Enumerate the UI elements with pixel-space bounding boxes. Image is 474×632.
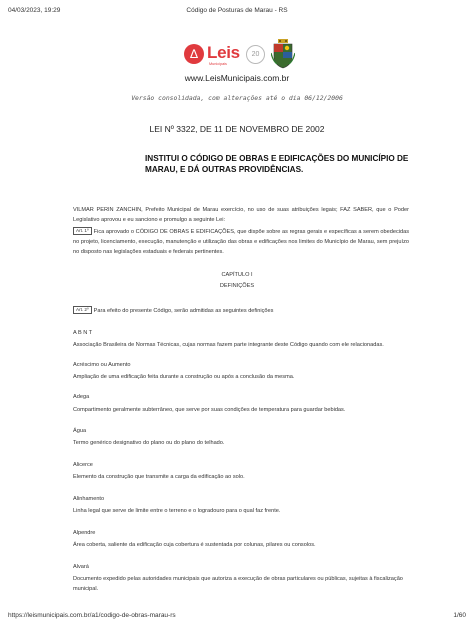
article-2-text: Para efeito do presente Código, serão admitidas as seguintes definições [93, 308, 274, 314]
page-counter: 1/60 [453, 612, 466, 619]
definition-term: Alvará [73, 564, 89, 570]
definition-text: Termo genérico designativo do plano ou do plano do telhado. [73, 440, 225, 446]
definition-text: Área coberta, saliente da edificação cuja cobertura é sustentada por colunas, pilares ou consolos. [73, 542, 316, 548]
definition-text: Linha legal que serve de limite entre o terreno e o logradouro para o qual faz frente. [73, 508, 281, 514]
chapter-name: DEFINIÇÕES [219, 283, 255, 289]
leis-logo-icon: ∆ [184, 44, 204, 64]
definition-term: Acréscimo ou Aumento [73, 362, 131, 368]
definition-text: Documento expedido pelas autoridades municipais que autoriza a execução de obras particulares ou públicas, sujeitas à fiscalização municipal. [73, 576, 403, 592]
definition-term: Alpendre [73, 530, 96, 536]
definition-text: Ampliação de uma edificação feita durante a construção ou após a conclusão da mesma. [73, 374, 295, 380]
consolidation-note: Versão consolidada, com alterações até o dia 06/12/2006 [131, 94, 343, 102]
article-1-link[interactable]: Art. 1º [73, 227, 92, 235]
definition-text: Compartimento geralmente subterrâneo, que serve por suas condições de temperatura para guardar bebidas. [73, 407, 346, 413]
article-2-link[interactable]: Art. 2º [73, 306, 92, 314]
print-page-title: Código de Posturas de Marau - RS [186, 7, 288, 14]
article-2 [73, 306, 409, 316]
article-1 [73, 227, 409, 257]
print-datetime: 04/03/2023, 19:29 [8, 7, 61, 14]
site-url: www.LeisMunicipais.com.br [184, 73, 290, 83]
definition-term: Água [73, 428, 87, 434]
definition-term: Adega [73, 394, 90, 400]
article-1-text: Fica aprovado o CÓDIGO DE OBRAS E EDIFICAÇÕES, que dispõe sobre as regras gerais e específicas a serem obedecidas no projeto, licenciamento, execução, manutenção e utilização das obras e edificações nos limites do Município de Marau, sem prejuízo no disposto nas legislações estaduais e federais pertinentes. [73, 229, 409, 255]
chapter-number: CAPÍTULO I [221, 272, 253, 278]
anniversary-badge: 20 [246, 45, 265, 64]
leis-logo-text: Leis [207, 43, 240, 62]
definition-term: Alicerce [73, 462, 93, 468]
definition-term: Alinhamento [73, 496, 105, 502]
municipal-crest-icon [271, 39, 295, 69]
definition-text: Elemento da construção que transmite a carga da edificação ao solo. [73, 474, 245, 480]
leis-logo-subtitle: Municipais [209, 62, 227, 66]
law-title: LEI Nº 3322, DE 11 DE NOVEMBRO DE 2002 [149, 124, 325, 134]
footer-url[interactable]: https://leismunicipais.com.br/a1/codigo-de-obras-marau-rs [8, 612, 176, 619]
preamble: VILMAR PERIN ZANCHIN, Prefeito Municipal de Marau exercício, no uso de suas atribuições legais; FAZ SABER, que o Poder Legislativo aprovou e eu sanciono e promulgo a seguinte Lei: [73, 207, 409, 223]
law-ementa: INSTITUI O CÓDIGO DE OBRAS E EDIFICAÇÕES DO MUNICÍPIO DE MARAU, E DÁ OUTRAS PROVIDÊNCIAS. [145, 154, 409, 174]
definition-text: Associação Brasileira de Normas Técnicas, cujas normas fazem parte integrante deste Código quando com ele relacionadas. [73, 342, 384, 348]
definition-term: A B N T [73, 330, 93, 336]
